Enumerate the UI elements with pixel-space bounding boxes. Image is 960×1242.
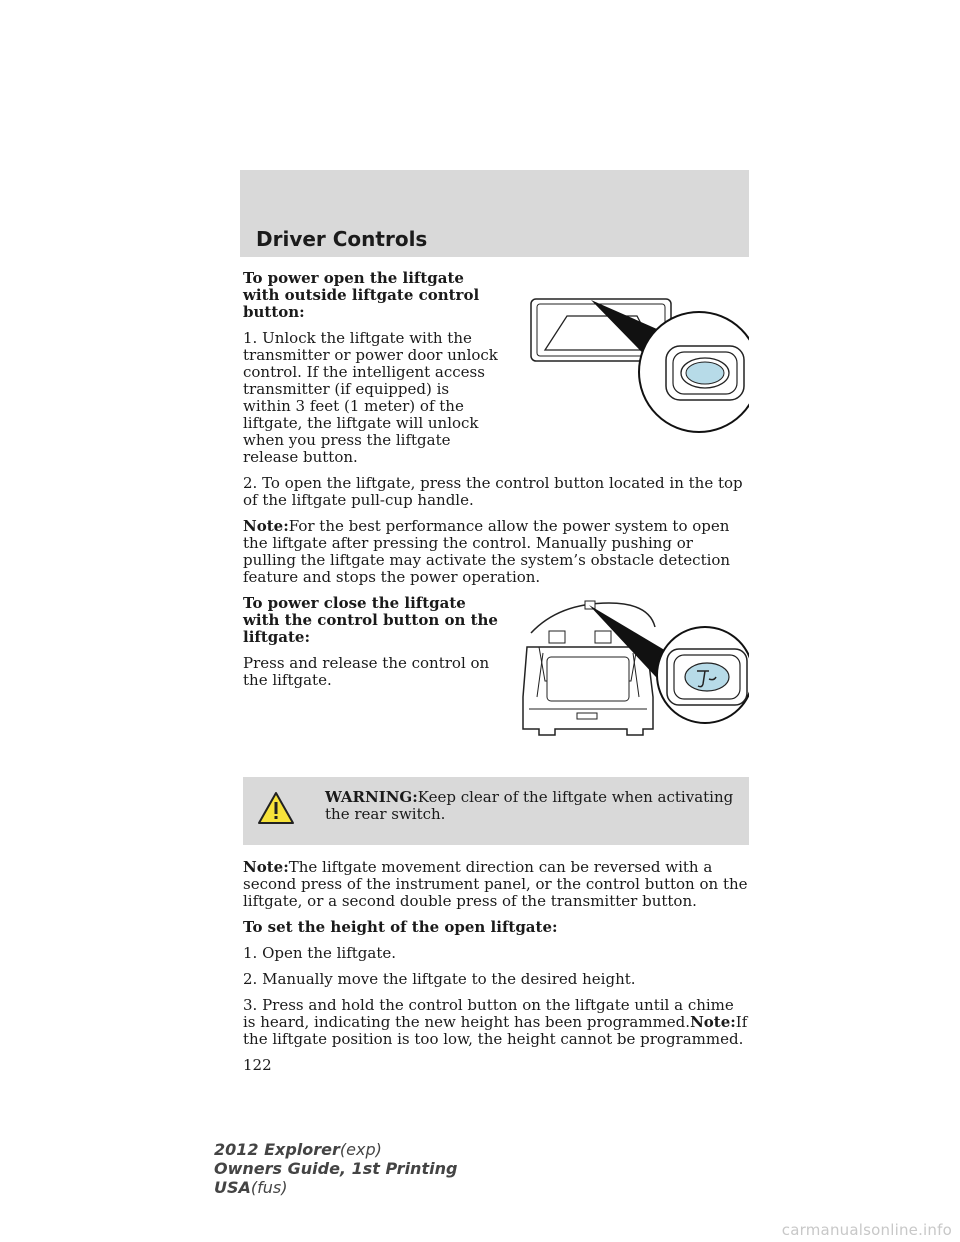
footer-line-2: Owners Guide, 1st Printing: [214, 1159, 458, 1178]
open-liftgate-heading: To power open the liftgate with outside liftgate control button:: [243, 269, 480, 321]
document-footer: [214, 1140, 457, 1197]
warning-callout: [243, 777, 749, 845]
note-label: Note:: [243, 517, 289, 535]
open-step-2: 2. To open the liftgate, press the control button located in the top of the liftgate pull-cup handle.: [243, 474, 743, 509]
warning-triangle-icon: [257, 791, 295, 825]
note-text: If the liftgate position is too low, the height cannot be programmed.: [243, 1013, 748, 1048]
footer-model: 2012 Explorer: [214, 1140, 340, 1159]
open-note: [243, 518, 749, 586]
footer-model-code: (exp): [339, 1140, 382, 1159]
note-label: Note:: [690, 1013, 736, 1031]
note-text: For the best performance allow the power system to open the liftgate after pressing the control. Manually pushing or pulling the liftgate may activate the system’s obstacle detection feature and stops the power operation.: [243, 517, 731, 586]
footer-line-3: [214, 1178, 457, 1197]
warning-text-block: [305, 789, 737, 823]
footer-market-code: (fus): [250, 1178, 288, 1197]
liftgate-handle-illustration: [509, 284, 749, 436]
reverse-note: [243, 859, 749, 910]
watermark-text: carmanualsonline.info: [781, 1221, 952, 1239]
set-height-heading: To set the height of the open liftgate:: [243, 918, 558, 936]
warning-label: WARNING:: [325, 788, 418, 806]
page-content: [243, 270, 749, 1074]
section-header-band: [240, 170, 749, 257]
height-step-3: [243, 997, 749, 1048]
open-step-1: 1. Unlock the liftgate with the transmitter or power door unlock control. If the intelligent access transmitter (if equipped) is within 3 feet (1 meter) of the liftgate, the liftgate will unlock when you press the liftgate release button.: [243, 329, 498, 466]
note-text: The liftgate movement direction can be reversed with a second press of the instrument panel, or the control button on the liftgate, or a second double press of the transmitter button.: [243, 858, 748, 910]
note-label: Note:: [243, 858, 289, 876]
warning-message: Keep clear of the liftgate when activating the rear switch.: [325, 788, 734, 823]
page-number: 122: [243, 1056, 272, 1074]
section-title: Driver Controls: [256, 227, 428, 251]
height-step-2: 2. Manually move the liftgate to the desired height.: [243, 970, 636, 988]
height-step-1: 1. Open the liftgate.: [243, 944, 397, 962]
footer-line-1: [214, 1140, 457, 1159]
close-liftgate-heading: To power close the liftgate with the control button on the liftgate:: [243, 594, 498, 646]
close-instruction: Press and release the control on the liftgate.: [243, 654, 490, 689]
vehicle-rear-illustration: [509, 597, 749, 745]
step-3-text: 3. Press and hold the control button on the liftgate until a chime is heard, indicating the new height has been programmed.: [243, 996, 734, 1031]
footer-market: USA: [214, 1178, 251, 1197]
